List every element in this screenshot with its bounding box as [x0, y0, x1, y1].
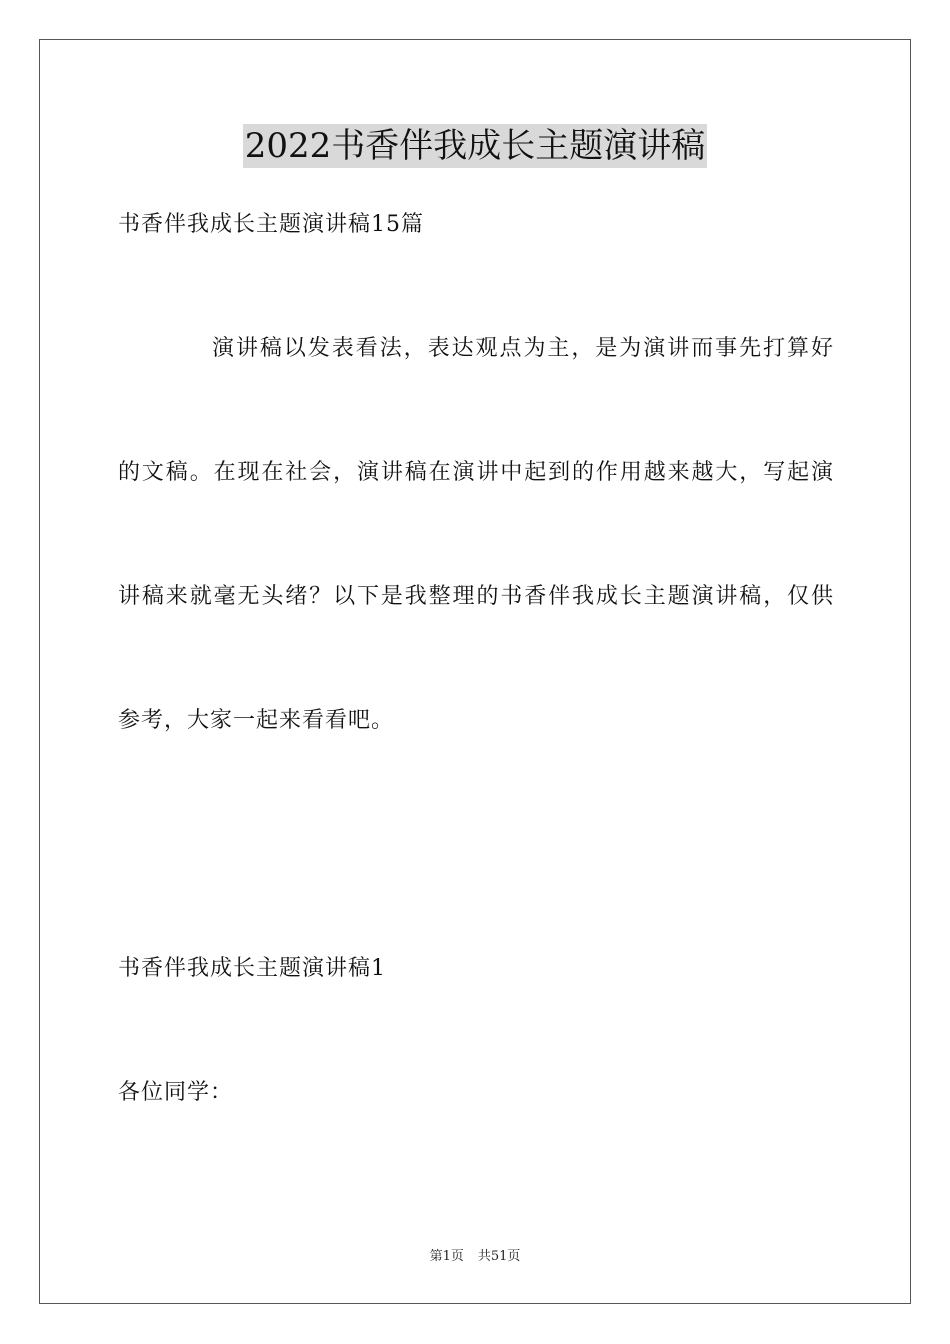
document-subtitle: 书香伴我成长主题演讲稿15篇 — [118, 212, 424, 237]
page-total: 共51页 — [477, 1249, 521, 1264]
page-number: 第1页 — [429, 1249, 464, 1264]
salutation: 各位同学： — [118, 1080, 234, 1105]
title-container — [0, 124, 950, 168]
document-title: 2022书香伴我成长主题演讲稿 — [244, 126, 706, 166]
section-heading: 书香伴我成长主题演讲稿1 — [118, 956, 386, 981]
page-footer — [0, 1248, 950, 1266]
intro-line-3: 讲稿来就毫无头绪？以下是我整理的书香伴我成长主题演讲稿，仅供 — [118, 584, 834, 609]
intro-line-4: 参考，大家一起来看看吧。 — [118, 708, 395, 733]
intro-line-1: 演讲稿以发表看法，表达观点为主，是为演讲而事先打算好 — [212, 336, 834, 361]
intro-line-2: 的文稿。在现在社会，演讲稿在演讲中起到的作用越来越大，写起演 — [118, 460, 834, 485]
